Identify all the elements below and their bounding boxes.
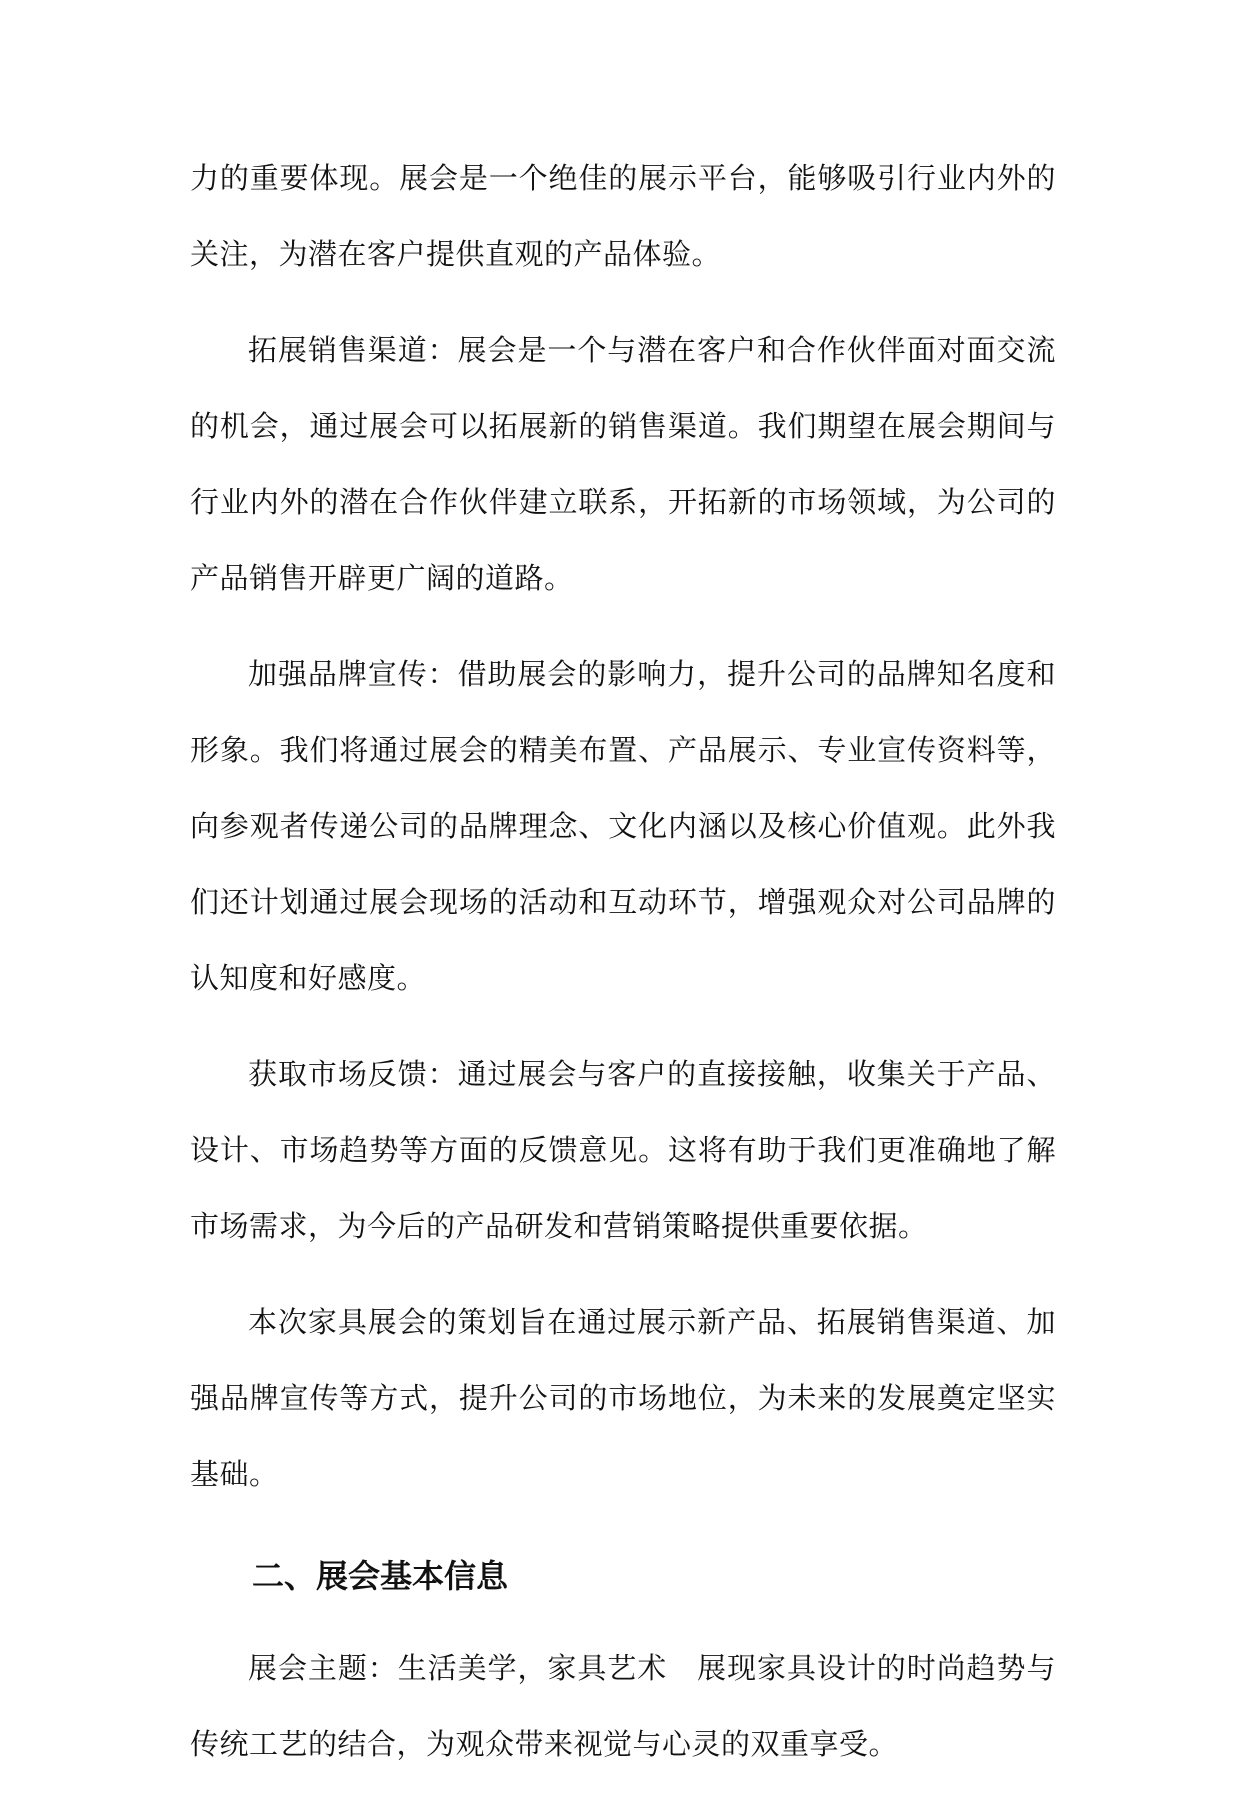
paragraph-exhibition-theme: 展会主题：生活美学，家具艺术 展现家具设计的时尚趋势与传统工艺的结合，为观众带来视觉与心灵的双重享受。: [190, 1651, 1056, 1761]
paragraph-sales-channels: 拓展销售渠道：展会是一个与潜在客户和合作伙伴面对面交流的机会，通过展会可以拓展新的销售渠道。我们期望在展会期间与行业内外的潜在合作伙伴建立联系，开拓新的市场领域，为公司的产品销售开辟更广阔的道路。: [190, 333, 1056, 595]
paragraph-summary: 本次家具展会的策划旨在通过展示新产品、拓展销售渠道、加强品牌宣传等方式，提升公司的市场地位，为未来的发展奠定坚实基础。: [190, 1305, 1056, 1491]
section-heading: 二、展会基本信息: [252, 1557, 509, 1595]
document-page: [190, 140, 1056, 1802]
paragraph-continuation: 力的重要体现。展会是一个绝佳的展示平台，能够吸引行业内外的关注，为潜在客户提供直观的产品体验。: [190, 161, 1056, 271]
paragraph-brand-promotion: 加强品牌宣传：借助展会的影响力，提升公司的品牌知名度和形象。我们将通过展会的精美布置、产品展示、专业宣传资料等，向参观者传递公司的品牌理念、文化内涵以及核心价值观。此外我们还计划通过展会现场的活动和互动环节，增强观众对公司品牌的认知度和好感度。: [190, 657, 1056, 995]
paragraph-market-feedback: 获取市场反馈：通过展会与客户的直接接触，收集关于产品、设计、市场趋势等方面的反馈意见。这将有助于我们更准确地了解市场需求，为今后的产品研发和营销策略提供重要依据。: [190, 1057, 1056, 1243]
